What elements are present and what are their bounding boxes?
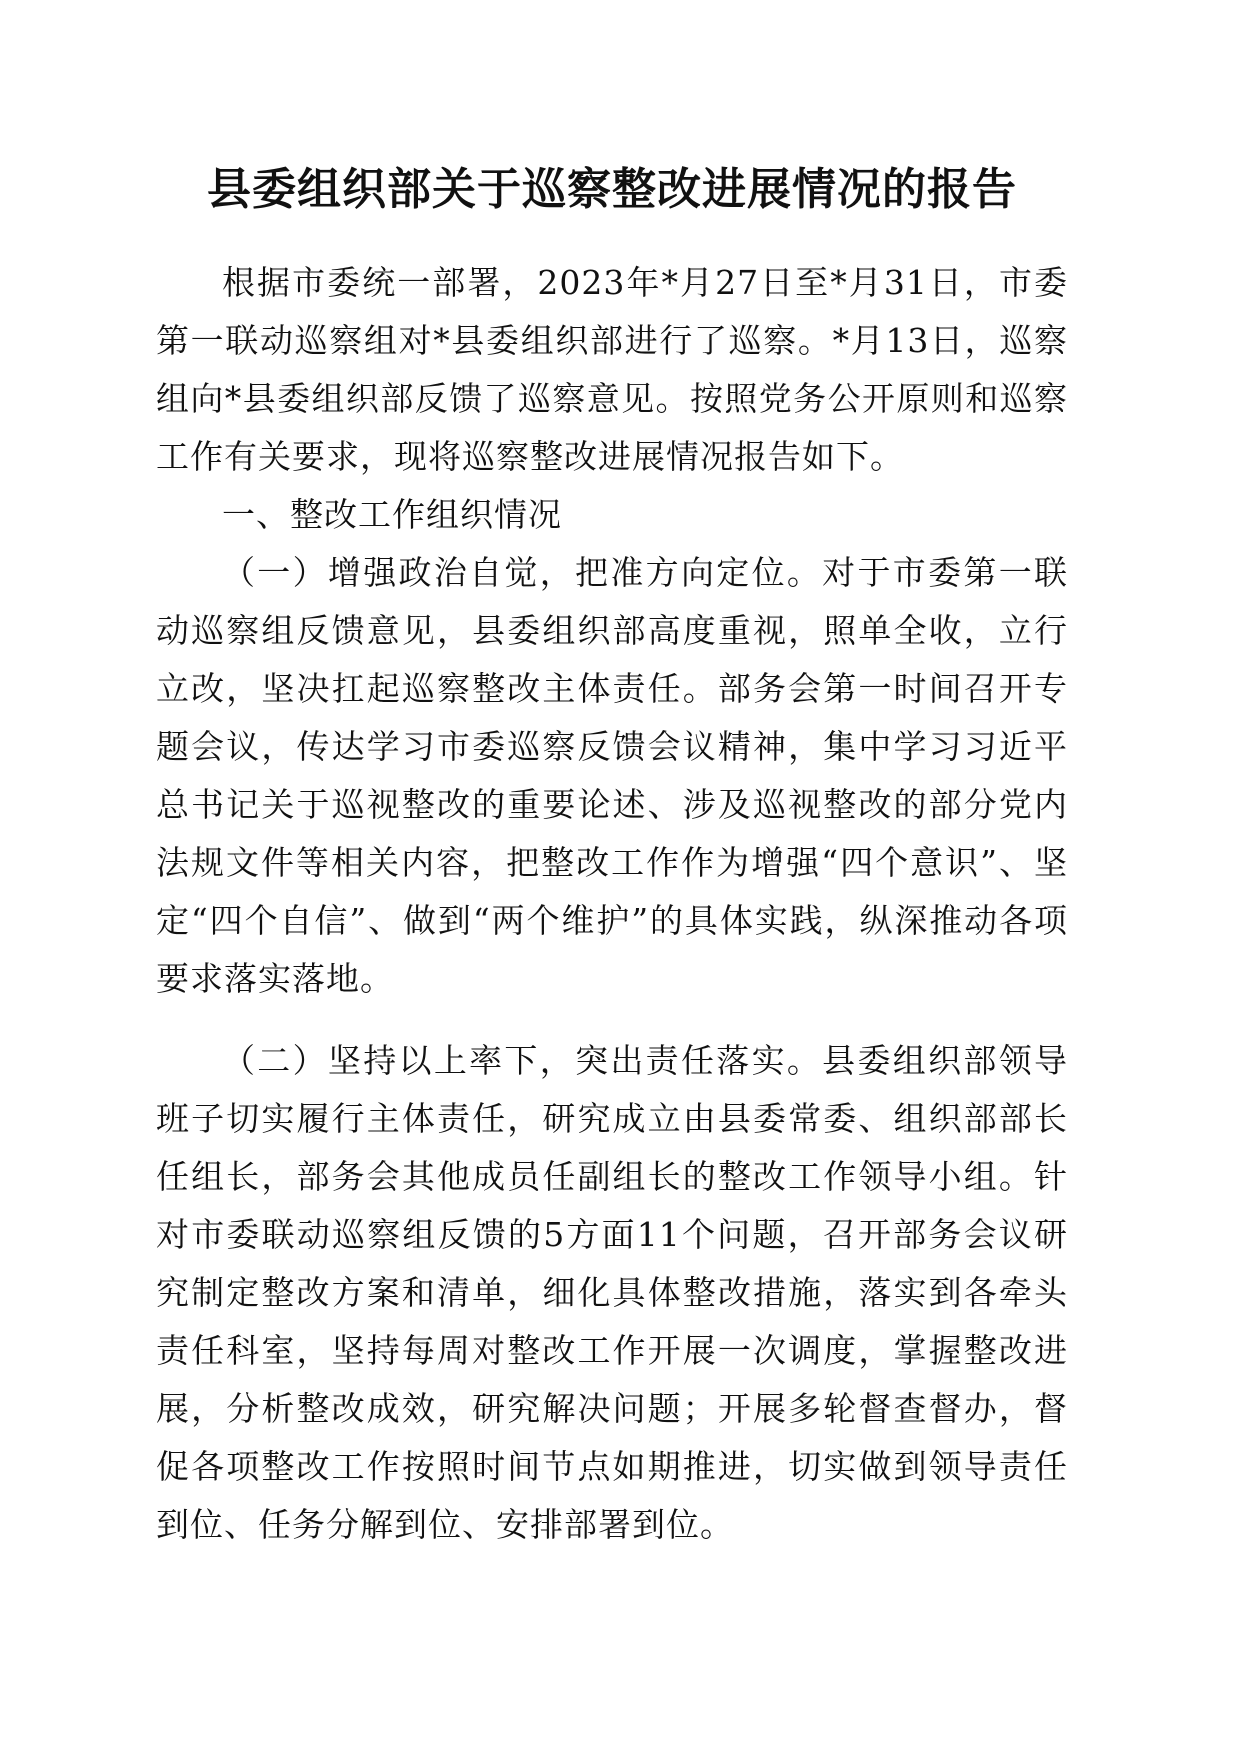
- document-page: [156, 150, 1068, 1554]
- intro-paragraph: 根据市委统一部署，2023年*月27日至*月31日，市委第一联动巡察组对*县委组织部进行了巡察。*月13日，巡察组向*县委组织部反馈了巡察意见。按照党务公开原则和巡察工作有关要求，现将巡察整改进展情况报告如下。: [156, 263, 1068, 476]
- paragraph-spacer: [156, 1008, 1068, 1032]
- paragraph-1: （一）增强政治自觉，把准方向定位。对于市委第一联动巡察组反馈意见，县委组织部高度重视，照单全收，立行立改，坚决扛起巡察整改主体责任。部务会第一时间召开专题会议，传达学习市委巡察反馈会议精神，集中学习习近平总书记关于巡视整改的重要论述、涉及巡视整改的部分党内法规文件等相关内容，把整改工作作为增强“四个意识”、坚定“四个自信”、做到“两个维护”的具体实践，纵深推动各项要求落实落地。: [156, 553, 1068, 998]
- section-heading-1: 一、整改工作组织情况: [222, 495, 562, 534]
- document-title: 县委组织部关于巡察整改进展情况的报告: [207, 164, 1017, 215]
- paragraph-2: （二）坚持以上率下，突出责任落实。县委组织部领导班子切实履行主体责任，研究成立由县委常委、组织部部长任组长，部务会其他成员任副组长的整改工作领导小组。针对市委联动巡察组反馈的5方面11个问题，召开部务会议研究制定整改方案和清单，细化具体整改措施，落实到各牵头责任科室，坚持每周对整改工作开展一次调度，掌握整改进展，分析整改成效，研究解决问题；开展多轮督查督办，督促各项整改工作按照时间节点如期推进，切实做到领导责任到位、任务分解到位、安排部署到位。: [156, 1041, 1068, 1544]
